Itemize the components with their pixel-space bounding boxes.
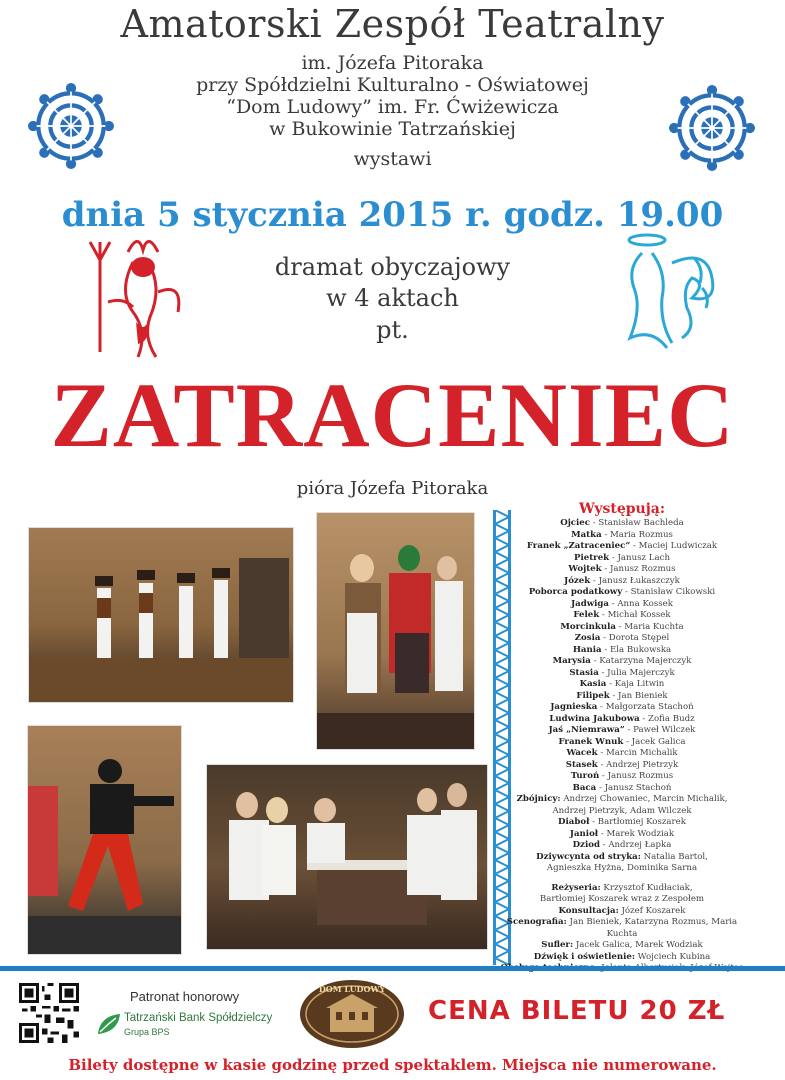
bank-name: Tatrzański Bank Spółdzielczy: [124, 1012, 273, 1024]
actor-name: - Maria Kuchta: [615, 621, 684, 632]
role-name: Morcinkula: [560, 621, 616, 632]
cast-role-row: [497, 817, 747, 829]
cast-zbojnicy-2: Andrzej Pietrzyk, Adam Wilczek: [552, 805, 692, 816]
snowflake-right-icon: [669, 82, 755, 174]
cast-role-row: [497, 725, 747, 737]
cast-role-row: [497, 691, 747, 703]
header-line-4: w Bukowinie Tatrzańskiej: [269, 118, 516, 140]
credit-sufler: Sufler: Jacek Galica, Marek Wodziak: [541, 940, 703, 950]
author-line: pióra Józefa Pitoraka: [296, 478, 489, 499]
genre-line-3: pt.: [376, 316, 409, 344]
role-name: Jaś „Niemrawa”: [548, 725, 625, 735]
role-name: Jagnieska: [550, 702, 598, 712]
performance-date: dnia 5 stycznia 2015 r. godz. 19.00: [61, 195, 724, 235]
actor-name: - Stanisław Cikowski: [622, 587, 716, 597]
cast-zbojnicy: Zbójnicy: Andrzej Chowaniec, Marcin Michalik,: [516, 794, 728, 804]
cast-role-row: [497, 645, 747, 657]
role-name: Matka: [571, 529, 602, 540]
cast-role-row: [497, 610, 747, 622]
cast-role-row: [497, 668, 747, 680]
actor-name: - Katarzyna Majerczyk: [590, 656, 692, 666]
cast-roles-2: [497, 817, 747, 852]
actor-name: - Dorota Stępel: [600, 633, 670, 643]
role-name: Dziod: [572, 840, 600, 850]
cast-list: [497, 500, 747, 975]
role-name: Baca: [572, 782, 597, 793]
cast-role-row: [497, 760, 747, 772]
role-name: Marysia: [552, 656, 591, 666]
actor-name: - Michał Kossek: [599, 610, 671, 620]
role-name: Zosia: [574, 633, 601, 643]
cast-role-row: [497, 737, 747, 749]
role-name: Janioł: [569, 828, 599, 839]
cast-dziywcynta: Dziywcynta od stryka: Natalia Bartol,: [536, 851, 708, 862]
genre-line-1: dramat obyczajowy: [274, 253, 511, 281]
actor-name: - Paweł Wilczek: [624, 725, 696, 735]
header-line-3: “Dom Ludowy” im. Fr. Ćwiżewicza: [226, 96, 559, 118]
actor-name: - Jan Bieniek: [609, 690, 668, 701]
role-name: Franek „Zatraceniec”: [526, 541, 631, 551]
role-name: Felek: [573, 610, 600, 620]
credit-rezyseria: Reżyseria: Krzysztof Kudłaciak,: [551, 882, 693, 893]
cast-role-row: [497, 587, 747, 599]
play-title: ZATRACENIEC: [50, 364, 735, 466]
stage-photo-3: [27, 725, 182, 955]
actor-name: - Zofia Budz: [639, 713, 695, 724]
cast-role-row: [497, 714, 747, 726]
role-name: Wacek: [566, 748, 598, 758]
snowflake-left-icon: [28, 80, 114, 172]
seal-text: DOM LUDOWY: [318, 984, 386, 994]
qr-code-icon: [19, 983, 79, 1043]
cast-role-row: [497, 840, 747, 852]
credit-scenografia: Scenografia: Jan Bieniek, Katarzyna Rozmus, Maria Kuchta: [506, 917, 738, 939]
dom-ludowy-seal: [298, 978, 406, 1050]
role-name: Jadwiga: [571, 598, 609, 609]
actor-name: - Bartłomiej Koszarek: [589, 817, 686, 827]
cast-role-row: [497, 656, 747, 668]
actor-name: - Janusz Rozmus: [601, 564, 676, 574]
actor-name: - Janusz Łukaszczyk: [590, 575, 680, 586]
role-name: Hania: [572, 644, 602, 655]
actor-name: - Janusz Lach: [609, 552, 670, 563]
actor-name: - Ela Bukowska: [601, 644, 672, 655]
role-name: Turoń: [570, 771, 600, 781]
role-name: Józek: [564, 575, 591, 586]
role-name: Pietrek: [574, 552, 610, 563]
header-line-5: wystawi: [353, 148, 432, 170]
bank-logo: [96, 1010, 286, 1042]
actor-name: - Marcin Michalik: [597, 748, 678, 758]
genre-line-2: w 4 aktach: [326, 284, 459, 312]
cast-heading: Występują:: [578, 501, 666, 517]
bank-leaf-icon: [96, 1012, 122, 1036]
credit-konsultacja: Konsultacja: Józef Koszarek: [558, 905, 686, 916]
ticket-price: CENA BILETU 20 ZŁ: [428, 996, 726, 1026]
cast-role-row: [497, 702, 747, 714]
cast-role-row: [497, 564, 747, 576]
role-name: Ludwina Jakubowa: [549, 713, 640, 724]
actor-name: - Andrzej Łapka: [599, 840, 672, 850]
actor-name: - Stanisław Bachleda: [590, 518, 684, 528]
actor-name: - Maria Rozmus: [601, 529, 673, 540]
bank-group: Grupa BPS: [124, 1027, 170, 1037]
actor-name: - Maciej Ludwiczak: [630, 541, 718, 551]
role-name: Franek Wnuk: [558, 736, 624, 747]
actor-name: - Julia Majerczyk: [598, 667, 675, 678]
role-name: Filipek: [576, 690, 610, 701]
cast-role-row: [497, 633, 747, 645]
role-name: Ojciec: [560, 518, 590, 528]
role-name: Diaboł: [558, 817, 590, 827]
stage-photo-1: [28, 527, 294, 703]
cast-role-row: [497, 541, 747, 553]
cast-role-row: [497, 748, 747, 760]
role-name: Stasek: [565, 759, 598, 770]
role-name: Poborca podatkowy: [528, 587, 623, 597]
stage-photo-2: [316, 512, 475, 750]
patronage-label: Patronat honorowy: [130, 989, 240, 1004]
cast-role-row: [497, 829, 747, 841]
header-title: Amatorski Zespół Teatralny: [120, 2, 665, 46]
credit-rezyseria-2: Bartłomiej Koszarek wraz z Zespołem: [539, 894, 705, 904]
cast-dziywcynta-2: Agnieszka Hyżna, Dominika Sarna: [546, 863, 698, 873]
actor-name: - Janusz Rozmus: [599, 771, 674, 781]
cast-role-row: [497, 530, 747, 542]
footer-divider: [0, 966, 785, 971]
actor-name: - Kaja Litwin: [606, 679, 665, 689]
credit-dzwiek: Dźwięk i oświetlenie: Wojciech Kubina: [533, 951, 711, 962]
role-name: Kasia: [579, 679, 607, 689]
stage-photo-4: [206, 764, 488, 950]
cast-role-row: [497, 783, 747, 795]
ticket-notice: Bilety dostępne w kasie godzinę przed spektaklem. Miejsca nie numerowane.: [68, 1056, 717, 1074]
header-line-1: im. Józefa Pitoraka: [301, 52, 484, 74]
header-line-2: przy Spółdzielni Kulturalno - Oświatowej: [196, 74, 589, 96]
cast-roles: [497, 518, 747, 794]
cast-role-row: [497, 599, 747, 611]
cast-role-row: [497, 518, 747, 530]
role-name: Wojtek: [568, 564, 602, 574]
cast-role-row: [497, 771, 747, 783]
actor-name: - Andrzej Pietrzyk: [597, 759, 679, 770]
actor-name: - Anna Kossek: [608, 598, 673, 609]
actor-name: - Jacek Galica: [623, 736, 686, 747]
role-name: Stasia: [569, 667, 599, 678]
actor-name: - Janusz Stachoń: [596, 782, 672, 793]
actor-name: - Małgorzata Stachoń: [597, 702, 694, 712]
cast-role-row: [497, 679, 747, 691]
actor-name: - Marek Wodziak: [598, 828, 675, 839]
cast-role-row: [497, 622, 747, 634]
cast-role-row: [497, 576, 747, 588]
cast-role-row: [497, 553, 747, 565]
